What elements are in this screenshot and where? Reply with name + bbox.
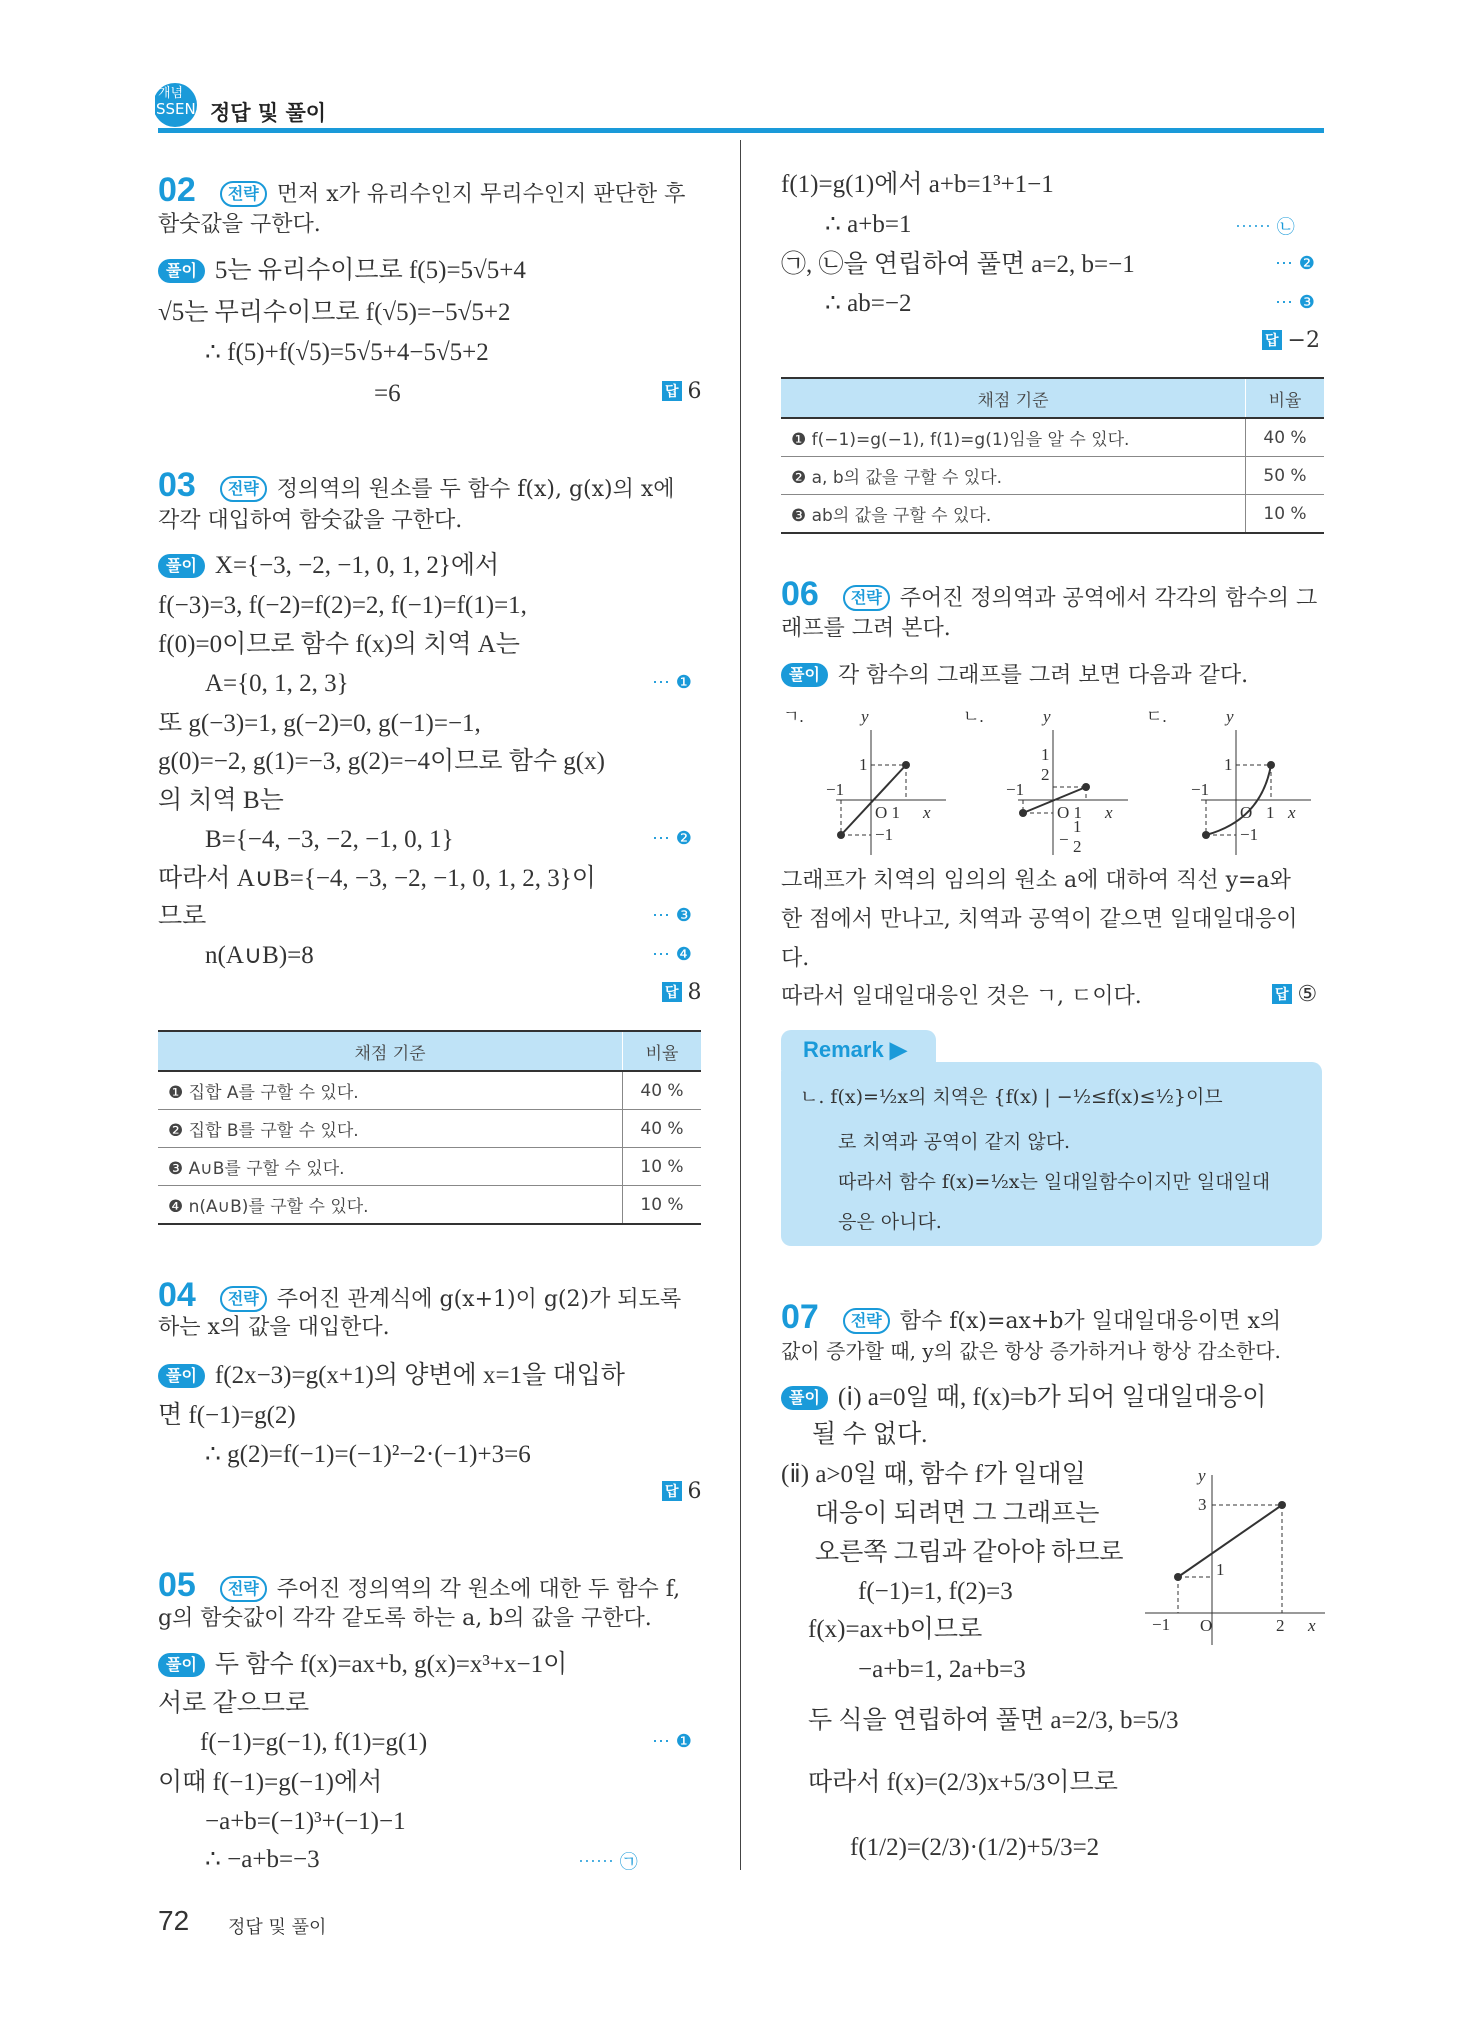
svg-text:y: y	[1198, 1466, 1206, 1485]
table-cell: ❸ ab의 값을 구할 수 있다.	[781, 495, 1246, 534]
table-header: 비율	[1246, 378, 1325, 418]
solution-line: B={−4, −3, −2, −1, 0, 1}	[205, 826, 454, 853]
problem-number: 06	[781, 575, 819, 613]
function-graphs	[781, 700, 1326, 860]
table-cell: 40 %	[623, 1071, 702, 1110]
step-marker: ⋯ ❹	[652, 944, 692, 965]
step-marker: ⋯ ❶	[652, 1731, 692, 1752]
solution-line: 오른쪽 그림과 같아야 하므로	[815, 1539, 1124, 1566]
svg-text:O: O	[1200, 1616, 1213, 1635]
strategy-text: 함수 f(x)=ax+b가 일대일대응이면 x의	[899, 1309, 1282, 1334]
table-row	[781, 457, 1324, 495]
remark-line: ㄴ. f(x)=½x의 치역은 {f(x) | −½≤f(x)≤½}이므	[800, 1086, 1223, 1108]
svg-text:O: O	[1240, 803, 1253, 822]
table-cell: 40 %	[1246, 418, 1325, 457]
table-row	[158, 1110, 701, 1148]
answer	[662, 1479, 702, 1504]
header-rule	[158, 128, 1324, 133]
svg-text:O 1: O 1	[875, 803, 901, 822]
strategy-tag: 전략	[220, 181, 267, 207]
solution-line: f(−1)=1, f(2)=3	[858, 1578, 1013, 1605]
remark-line: 로 치역과 공역이 같지 않다.	[838, 1131, 1071, 1153]
svg-text:−1: −1	[826, 780, 845, 799]
strategy-tag: 전략	[843, 1308, 890, 1334]
column-divider	[740, 140, 741, 1870]
solution-line: f(−1)=g(−1), f(1)=g(1)	[200, 1729, 428, 1756]
svg-text:2: 2	[1073, 837, 1082, 856]
header-title: 정답 및 풀이	[210, 101, 327, 125]
solution-tag: 풀이	[158, 259, 205, 283]
table-cell: ❶ f(−1)=g(−1), f(1)=g(1)임을 알 수 있다.	[781, 418, 1246, 457]
svg-text:y: y	[1043, 707, 1051, 726]
solution-tag: 풀이	[781, 663, 828, 687]
strategy-text: g의 함숫값이 각각 같도록 하는 a, b의 값을 구한다.	[158, 1606, 652, 1631]
table-row	[158, 1148, 701, 1186]
solution-line: 의 치역 B는	[158, 787, 284, 814]
solution-line: ∴ −a+b=−3	[205, 1846, 320, 1873]
svg-text:2: 2	[1276, 1616, 1285, 1635]
svg-text:−1: −1	[1152, 1615, 1171, 1634]
svg-text:2: 2	[1041, 765, 1050, 784]
table-cell: 10 %	[1246, 495, 1325, 534]
table-header: 비율	[623, 1031, 702, 1071]
solution-line: f(x)=ax+b이므로	[808, 1616, 983, 1643]
step-marker: ⋯⋯ ㉡	[1235, 217, 1295, 238]
solution-line: 5는 유리수이므로 f(5)=5√5+4	[214, 257, 526, 284]
problem-number: 05	[158, 1566, 196, 1604]
problem-number: 03	[158, 466, 196, 504]
solution-line: −a+b=1, 2a+b=3	[858, 1656, 1026, 1683]
solution-line: 두 함수 f(x)=ax+b, g(x)=x³+x−1이	[214, 1651, 568, 1678]
svg-text:−1: −1	[1191, 780, 1210, 799]
step-marker: ⋯⋯ ㉠	[578, 1852, 638, 1873]
table-cell: 40 %	[623, 1110, 702, 1148]
solution-tag: 풀이	[158, 554, 205, 578]
strategy-text: 정의역의 원소를 두 함수 f(x), g(x)의 x에	[276, 477, 675, 502]
problem-number: 04	[158, 1276, 196, 1314]
solution-tag: 풀이	[158, 1364, 205, 1388]
solution-line: ∴ a+b=1	[825, 211, 912, 238]
graph-label: ㄴ.	[963, 707, 984, 726]
solution-line: =6	[374, 380, 401, 407]
answer	[662, 379, 702, 404]
solution-tag: 풀이	[158, 1653, 205, 1677]
solution-line: −a+b=(−1)³+(−1)−1	[205, 1808, 406, 1835]
solution-line: (ⅰ) a=0일 때, f(x)=b가 되어 일대일대응이	[837, 1384, 1267, 1411]
strategy-text: 각각 대입하여 함숫값을 구한다.	[158, 508, 463, 533]
answer	[662, 980, 702, 1005]
svg-text:1: 1	[1224, 755, 1233, 774]
solution-line: ∴ g(2)=f(−1)=(−1)²−2·(−1)+3=6	[205, 1441, 531, 1468]
answer-value: 6	[687, 379, 702, 404]
svg-text:−: −	[1059, 830, 1069, 849]
solution-line: 따라서 f(x)=(2/3)x+5/3이므로	[808, 1769, 1118, 1796]
linear-function-graph	[1140, 1465, 1330, 1650]
strategy-text: 주어진 정의역과 공역에서 각각의 함수의 그	[899, 586, 1318, 611]
solution-line: ∴ ab=−2	[825, 290, 912, 317]
solution-line: 따라서 일대일대응인 것은 ㄱ, ㄷ이다.	[781, 984, 1142, 1009]
answer	[1272, 982, 1317, 1007]
grading-table	[781, 377, 1324, 534]
remark-line: 따라서 함수 f(x)=½x는 일대일함수이지만 일대일대	[838, 1171, 1271, 1193]
svg-text:−1: −1	[1240, 825, 1259, 844]
table-cell: 50 %	[1246, 457, 1325, 495]
svg-text:1: 1	[1266, 803, 1275, 822]
svg-text:x: x	[923, 803, 931, 822]
answer-tag: 답	[662, 982, 682, 1002]
solution-line: √5는 무리수이므로 f(√5)=−5√5+2	[158, 299, 511, 326]
graph-label: ㄷ.	[1146, 707, 1167, 726]
table-header: 채점 기준	[781, 378, 1246, 418]
answer-tag: 답	[1262, 330, 1282, 350]
answer-tag: 답	[662, 381, 682, 401]
solution-line: 될 수 없다.	[812, 1421, 928, 1448]
answer-value: −2	[1287, 328, 1320, 353]
logo-top-text: 개념	[158, 86, 184, 101]
svg-text:x: x	[1105, 803, 1113, 822]
logo-bottom-text: SSEN	[156, 100, 196, 118]
solution-line: f(0)=0이므로 함수 f(x)의 치역 A는	[158, 631, 520, 658]
solution-line: 각 함수의 그래프를 그려 보면 다음과 같다.	[837, 663, 1249, 688]
solution-line: X={−3, −2, −1, 0, 1, 2}에서	[214, 552, 500, 579]
table-row	[781, 495, 1324, 534]
solution-line: 이때 f(−1)=g(−1)에서	[158, 1769, 383, 1796]
svg-text:x: x	[1308, 1616, 1316, 1635]
solution-line: 한 점에서 만나고, 치역과 공역이 같으면 일대일대응이	[781, 907, 1298, 932]
svg-text:1: 1	[859, 755, 868, 774]
svg-text:y: y	[861, 707, 869, 726]
step-marker: ⋯ ❸	[1275, 292, 1315, 313]
answer-tag: 답	[1272, 984, 1292, 1004]
solution-line: 그래프가 치역의 임의의 원소 a에 대하여 직선 y=a와	[781, 868, 1291, 893]
table-row	[158, 1186, 701, 1225]
answer-value: 6	[687, 1479, 702, 1504]
step-marker: ⋯ ❷	[1275, 253, 1315, 274]
solution-line: g(0)=−2, g(1)=−3, g(2)=−4이므로 함수 g(x)	[158, 748, 605, 775]
svg-text:x: x	[1288, 803, 1296, 822]
answer-value: ⑤	[1297, 982, 1318, 1007]
solution-line: 대응이 되려면 그 그래프는	[815, 1500, 1100, 1527]
table-cell: 10 %	[623, 1148, 702, 1186]
grading-table	[158, 1030, 701, 1225]
solution-line: 두 식을 연립하여 풀면 a=2/3, b=5/3	[808, 1707, 1179, 1734]
svg-text:1: 1	[1073, 817, 1082, 836]
strategy-text: 먼저 x가 유리수인지 무리수인지 판단한 후	[276, 182, 686, 207]
solution-line: n(A∪B)=8	[205, 942, 314, 969]
remark-title: Remark ▶	[781, 1030, 936, 1070]
table-cell: ❶ 집합 A를 구할 수 있다.	[158, 1071, 623, 1110]
problem-number: 02	[158, 171, 196, 209]
svg-text:O 1: O 1	[1057, 803, 1083, 822]
answer-tag: 답	[662, 1481, 682, 1501]
solution-line: 또 g(−3)=1, g(−2)=0, g(−1)=−1,	[158, 710, 481, 737]
answer	[1262, 328, 1320, 353]
step-marker: ⋯ ❸	[652, 905, 692, 926]
step-marker: ⋯ ❶	[652, 672, 692, 693]
strategy-text: 함숫값을 구한다.	[158, 212, 321, 237]
page-number: 72	[158, 1905, 190, 1936]
table-row	[781, 418, 1324, 457]
solution-line: f(1/2)=(2/3)·(1/2)+5/3=2	[850, 1834, 1100, 1861]
table-cell: 10 %	[623, 1186, 702, 1225]
strategy-text: 주어진 관계식에 g(x+1)이 g(2)가 되도록	[276, 1287, 682, 1312]
svg-text:3: 3	[1198, 1495, 1207, 1514]
answer-value: 8	[687, 980, 702, 1005]
svg-text:1: 1	[1041, 745, 1050, 764]
step-marker: ⋯ ❷	[652, 828, 692, 849]
strategy-tag: 전략	[220, 1576, 267, 1602]
strategy-text: 값이 증가할 때, y의 값은 항상 증가하거나 항상 감소한다.	[781, 1339, 1281, 1363]
table-cell: ❷ a, b의 값을 구할 수 있다.	[781, 457, 1246, 495]
solution-line: ㉠, ㉡을 연립하여 풀면 a=2, b=−1	[781, 251, 1135, 278]
table-header: 채점 기준	[158, 1031, 623, 1071]
solution-tag: 풀이	[781, 1386, 828, 1410]
svg-text:−1: −1	[875, 825, 894, 844]
solution-line: 므로	[158, 903, 207, 930]
table-row	[158, 1071, 701, 1110]
strategy-text: 주어진 정의역의 각 원소에 대한 두 함수 f,	[276, 1577, 681, 1602]
strategy-tag: 전략	[843, 585, 890, 611]
solution-line: 면 f(−1)=g(2)	[158, 1402, 296, 1429]
solution-line: f(2x−3)=g(x+1)의 양변에 x=1을 대입하	[214, 1362, 625, 1389]
strategy-tag: 전략	[220, 476, 267, 502]
table-cell: ❷ 집합 B를 구할 수 있다.	[158, 1110, 623, 1148]
strategy-text: 하는 x의 값을 대입한다.	[158, 1315, 390, 1340]
solution-line: 따라서 A∪B={−4, −3, −2, −1, 0, 1, 2, 3}이	[158, 865, 596, 892]
solution-line: A={0, 1, 2, 3}	[205, 670, 349, 697]
strategy-tag: 전략	[220, 1286, 267, 1312]
table-cell: ❹ n(A∪B)를 구할 수 있다.	[158, 1186, 623, 1225]
strategy-text: 래프를 그려 본다.	[781, 616, 951, 641]
footer-title: 정답 및 풀이	[228, 1917, 327, 1938]
solution-line: 다.	[781, 946, 810, 971]
svg-text:y: y	[1226, 707, 1234, 726]
svg-text:−1: −1	[1006, 780, 1025, 799]
remark-line: 응은 아니다.	[838, 1211, 942, 1233]
graph-label: ㄱ.	[783, 707, 804, 726]
svg-text:1: 1	[1216, 1560, 1225, 1579]
solution-line: f(1)=g(1)에서 a+b=1³+1−1	[781, 171, 1054, 198]
solution-line: ∴ f(5)+f(√5)=5√5+4−5√5+2	[205, 339, 489, 366]
solution-line: 서로 같으므로	[158, 1690, 310, 1717]
solution-line: f(−3)=3, f(−2)=f(2)=2, f(−1)=f(1)=1,	[158, 592, 527, 619]
problem-number: 07	[781, 1298, 819, 1336]
solution-line: (ⅱ) a>0일 때, 함수 f가 일대일	[781, 1461, 1086, 1488]
table-cell: ❸ A∪B를 구할 수 있다.	[158, 1148, 623, 1186]
